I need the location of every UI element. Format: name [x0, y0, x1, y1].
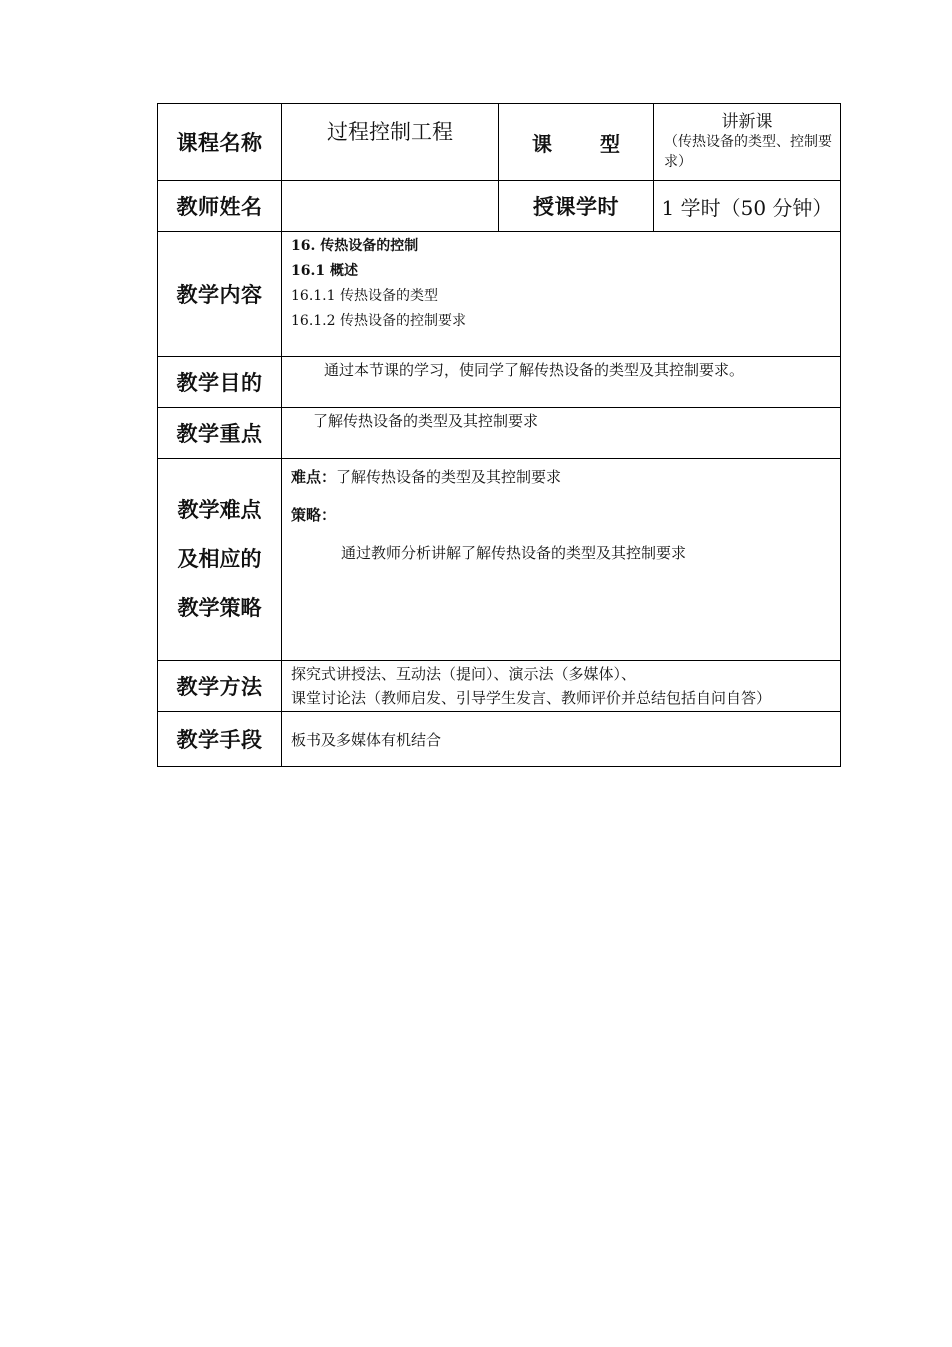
- teacher-label: 教师姓名: [158, 181, 282, 232]
- lesson-plan-sheet: [157, 103, 840, 767]
- content-row: [158, 232, 841, 357]
- course-type-label-a: 课: [532, 131, 552, 156]
- key-row: [158, 408, 841, 459]
- course-name-value: 过程控制工程: [282, 104, 499, 181]
- difficulty-label-line1: 教学难点: [177, 498, 262, 522]
- key-value: [282, 408, 841, 459]
- strategy-title: 策略：: [291, 506, 337, 524]
- goal-row: [158, 357, 841, 408]
- method-line-1: 探究式讲授法、互动法（提问）、演示法（多媒体）、: [291, 665, 637, 683]
- difficulty-title: 难点：: [291, 468, 337, 486]
- strategy-text: 通过教师分析讲解了解传热设备的类型及其控制要求: [341, 544, 687, 562]
- difficulty-value: [282, 459, 841, 661]
- teacher-row: [158, 181, 841, 232]
- course-type-value: [654, 104, 841, 181]
- course-type-sub: （传热设备的类型、控制要求）: [664, 134, 832, 170]
- content-line-chapter: 16. 传热设备的控制: [291, 238, 419, 254]
- method-label: 教学方法: [158, 661, 282, 712]
- difficulty-text: 了解传热设备的类型及其控制要求: [336, 468, 562, 486]
- difficulty-label-line2: 及相应的: [177, 547, 262, 571]
- lesson-plan-table: [157, 103, 841, 767]
- course-name-label: 课程名称: [158, 104, 282, 181]
- content-value: [282, 232, 841, 357]
- goal-label: 教学目的: [158, 357, 282, 408]
- teacher-value: [282, 181, 499, 232]
- difficulty-row: [158, 459, 841, 661]
- content-label: 教学内容: [158, 232, 282, 357]
- means-row: [158, 712, 841, 767]
- means-label: 教学手段: [158, 712, 282, 767]
- course-type-main: 讲新课: [721, 112, 773, 132]
- course-type-label: [499, 104, 654, 181]
- key-text: 了解传热设备的类型及其控制要求: [313, 412, 539, 430]
- hours-value: 1 学时（50 分钟）: [654, 181, 841, 232]
- method-value: [282, 661, 841, 712]
- content-line-sub1: 16.1.1 传热设备的类型: [291, 288, 438, 304]
- content-line-sub2: 16.1.2 传热设备的控制要求: [291, 313, 466, 329]
- means-value: 板书及多媒体有机结合: [282, 712, 841, 767]
- key-label: 教学重点: [158, 408, 282, 459]
- goal-text: 通过本节课的学习，使同学了解传热设备的类型及其控制要求。: [324, 361, 745, 379]
- difficulty-label-line3: 教学策略: [177, 596, 262, 620]
- content-line-section: 16.1 概述: [291, 263, 358, 279]
- course-type-label-b: 型: [600, 131, 620, 156]
- method-row: [158, 661, 841, 712]
- method-line-2: 课堂讨论法（教师启发、引导学生发言、教师评价并总结包括自问自答）: [291, 689, 772, 707]
- difficulty-label: [158, 459, 282, 661]
- goal-value: [282, 357, 841, 408]
- difficulty-line: [291, 465, 832, 489]
- hours-label: 授课学时: [499, 181, 654, 232]
- course-row: [158, 104, 841, 181]
